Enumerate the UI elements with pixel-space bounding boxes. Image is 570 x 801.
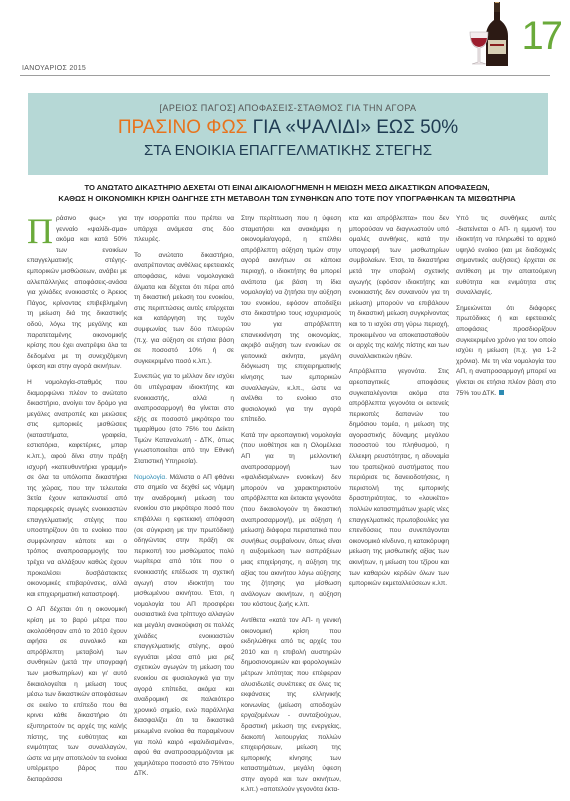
headline (28, 117, 548, 139)
kicker: [ΑΡΕΙΟΣ ΠΑΓΟΣ] ΑΠΟΦΑΣΕΙΣ-ΣΤΑΘΜΟΣ ΓΙΑ ΤΗΝ ΑΓΟΡΑ (159, 103, 417, 113)
subtitle-line-1: ΤΟ ΑΝΩΤΑΤΟ ΔΙΚΑΣΤΗΡΙΟ ΔΕΧΕΤΑΙ ΟΤΙ ΕΙΝΑΙ ΔΙΚΑΙΟΛΟΓΗΜΕΝΗ Η ΜΕΙΩΣΗ ΜΕΣΩ ΔΙΚΑΣΤΙΚΩΝ ΑΠΟΦΑΣΕΩΝ, (84, 183, 490, 192)
paragraph: την ισορροπία που πρέπει να υπάρχει ανάμεσα στις δύο πλευρές. (134, 215, 234, 244)
article-column-4 (349, 214, 449, 595)
article-column-2 (134, 214, 234, 785)
paragraph: Συνεπώς για το μέλλον δεν ισχύει ότι υπέγραψαν ιδιοκτήτης και ενοικιαστής, αλλά η αναπροσαρμογή θα γίνεται στο εξής σε ποσοστό μικρότερο του τιμαρίθμου (στο 75% του Δείκτη Τιμών Καταναλωτή - ΔΤΚ, όπως γνωστοποιείται από την Εθνική Στατιστική Υπηρεσία). (134, 373, 234, 466)
paragraph: Υπό τις συνθήκες αυτές -διατείνεται ο ΑΠ- η εμμονή του ιδιοκτήτη να πληρωθεί το αρχικό υψηλό ενοίκιο (και με διαδοχικές σημαντικές αυξήσεις) έρχεται σε αντίθεση με την απαιτούμενη ευθύτητα και ενιμότητα στις συναλλαγές. (456, 215, 556, 297)
page-number: 17 (521, 14, 560, 58)
article-column-3 (241, 214, 341, 801)
paragraph-text: Σημειώνεται ότι διάφορες πρωτόδικες ή και εφετειακές αποφάσεις προσδιορίζουν συγκεκριμένο χρόνο για τον οποίο ισχύει η μείωση (π.χ. για 1-2 χρόνια). Με τη νέα νομολογία του ΑΠ, η αναπροσαρμογή μπορεί να γίνεται σε ετήσια πλέον βάση στο 75% του ΔΤΚ. (456, 304, 556, 397)
wine-bottle-glass-icon (466, 2, 526, 68)
paragraph: Αντίθετα «κατά τον ΑΠ- η γενική οικονομική κρίση που εκδηλώθηκε από τις αρχές του 2010 και η επιβολή αυστηρών δημοσιονομικών και φορολογικών μέτρων λιτότητας που επέφεραν αλυσιδωτές συνέπειες σε όλες τις εκφάνσεις της ελληνικής κοινωνίας (μείωση αποδοχών εργαζομένων - συνταξιούχων, δραστική μείωση της ενεργείας, διακοπή λειτουργίας πολλών επιχειρήσεων, μείωση της εμπορικής κίνησης των καταστημάτων, μεγάλη ύφεση στην αγορά και των ακινήτων, κ.λπ.) «αποτελούν γεγονότα έκτα- (241, 616, 341, 794)
dropcap: Π (27, 211, 53, 251)
article-column-5 (456, 214, 556, 404)
headline-rest: ΓΙΑ «ΨΑΛΙΔΙ» ΕΩΣ 50% (247, 117, 459, 138)
paragraph: κτα και απρόβλεπτα» που δεν μπορούσαν να διαγνωστούν υπό ομαλές συνθήκες, κατά την υπογραφή των μισθωτηρίων συμβολαίων. Έτσι, τα δικαστήρια μετά την υποβολή σχετικής αγωγής (εφόσον ιδιοκτήτης και ενοικιαστής δεν συναινούν για τη μείωση) μπορούν να επιβάλουν τη δικαστική μείωση συγκρίνοντας και το τι ισχύει στη γύρω περιοχή, προκειμένου να αποκατασταθούν οι αρχές της καλής πίστης και των συναλλακτικών ηθών. (349, 215, 449, 360)
end-of-article-mark (499, 390, 504, 395)
subtitle (22, 182, 552, 204)
headline-line-2: ΣΤΑ ΕΝΟΙΚΙΑ ΕΠΑΓΓΕΛΜΑΤΙΚΗΣ ΣΤΕΓΗΣ (143, 142, 433, 159)
paragraph: Το ανώτατο δικαστήριο, ανατρέποντας ανθέλεις εφετειακές αποφάσεις, κάνει νομολογιακά άλματα και δέχεται ότι πέρα από τη δικαστική μείωση του ενοικίου, στις περιπτώσεις αυτές επέρχεται και κατάργηση της τυχόν συμφωνίας των δύο πλευρών (π.χ. για αύξηση σε ετήσια βάση σε ποσοστό 10% ή σε συγκεκριμένο ποσό κ.λπ.). (134, 251, 234, 365)
paragraph: Ο ΑΠ δέχεται ότι η οικονομική κρίση με το βαρύ μέτρα που ακολούθησαν από το 2010 έχουν αφήσει σε συνολικό και απρόβλεπτη μεταβολή των συνθηκών (μετά την υπογραφή των μισθωτηρίων) και γι' αυτό δικαιολογείται η μείωση τους μέσω των δικαστικών αποφάσεων σε εκείνο το επίπεδο που θα κρινει κάθε δικαστήριο ότι εξυπηρετούν τις αρχές της καλής πίστης, της ευθύτητας και ενιμότητας των συναλλαγών, ώστε να μην αποτελούν τα ενοίκια υπέρμετρο βάρος που διαταράσσει (27, 606, 127, 783)
headline-accent: ΠΡΑΣΙΝΟ ΦΩΣ (117, 117, 248, 138)
paragraph-text: ράσινο φως» για γενναίο «ψαλίδι-σμα» ακόμα και κατά 50% των ενοικίων επαγγελματικής στέγης-εμπορικών μισθώσεων, ανάβει με αλλεπάλληλες αποφάσεις-ανάσα για χιλιάδες ενοικιαστές ο Άρειος Πάγος, κρίνοντας επιβεβλημένη τη μείωση διά της δικαστικής οδού, λόγω της μεγάλης και παρατεταμένης οικονομικής κρίσης που έχει ανατρέψει όλα τα δεδομένα με τη συνεχιζόμενη ύφεση και στην αγορά ακινήτων. (27, 215, 127, 371)
section-label: Νομολογία. (134, 473, 168, 481)
paragraph: Κατά την αρεοπαγιτική νομολογία (που υιοθέτησε και η Ολομέλεια ΑΠ για τη μελλοντική αναπροσαρμογή των «ψαλιδισμένων» ενοικίων) δεν μπορούν να χαρακτηριστούν απρόβλεπτα και έκτακτα γεγονότα (που δικαιολογούν τη δικαστική αναπροσαρμογή), με αύξηση ή μείωση) διάφορα περιστατικά που συνήθως συμβαίνουν, όπως είναι η αυξομείωση των εισπράξεων μιας επιχείρησης, η αύξηση της αξίας του ακινήτου λόγω αύξησης της ζήτησης για μίσθωση ανάλογων ακινήτων, η αύξηση του κόστους ζωής κ.λπ. (241, 431, 341, 609)
paragraph (134, 473, 234, 780)
header-divider (20, 75, 550, 76)
paragraph (27, 211, 127, 373)
paragraph (456, 304, 556, 399)
paragraph: Η νομολογία-σταθμός που διαμορφώνει πλέον το ανώτατο δικαστήριο, ανοίγει τον δρόμο για μεγάλες ανατροπές και μειώσεις στις εμπορικές μισθώσεις (καταστήματα, γραφεία, εστιατόρια, καφετέριες, μπαρ κ.λπ.), αφού δίνει στην πράξη ισχυρή «κατευθυντήρια γραμμή» σε όλα τα υπόλοιπα δικαστήρια της χώρας, που την τελευταία 3ετία έχουν κατακλυστεί από παρεμφερείς αγωγές ενοικιαστών επαγγελματικής στέγης που υποστηρίζουν ότι το ενοίκιο που συμφώνησαν κάποτε και ο τρόπος αναπροσαρμογής του τρέχει να αλλάξουν καθώς έχουν προκαλέσει δυσβάστακτες οικονομικές επιβαρύνσεις, αλλά και επιχειρηματική καταστροφή. (27, 378, 127, 598)
issue-date: ΙΑΝΟΥΑΡΙΟΣ 2015 (22, 65, 87, 72)
paragraph: Στην περίπτωση που η ύφεση σταματήσει και ανακάμψει η οικονομία/αγορά, η επέλθει απρόβλεπτη αύξηση τιμών στην αγορά ακινήτων σε κάποια περιοχή, ο ιδιοκτήτης θα μπορεί ανάποτα (με βάση τη ίδια νομολογία) να ζητήσει την αύξηση του ενοικίου, εφόσον αποδείξει στο δικαστήριο τους ισχυρισμούς του για απρόβλεπτη επανεκκίνηση της οικονομίας, ακριβό αυξηση των ενοικίων σε γειτονικά ακίνητα, μεγάλη διόγκωση της επιχειρηματικής κίνησης των εμπορικών συναλλαγών, κ.λπ., ώστε να ανέλθει το ενοίκιο στο φυσιολογικό για την αγορά επίπεδο. (241, 215, 341, 424)
paragraph-text: Μάλιστα ο ΑΠ φθάνει στο σημείο να δεχθεί ως νόμιμη την αναδρομική μείωση του ενοικίου στο μικρότερο ποσό που επιβάλλει η εφετειακή απόφαση (σε σύγκριση με την πρωτόδικη) οδηγώντας στην πράξη σε περικοπή του μισθώματος πολύ νωρίτερα από τότε που ο ενοικιαστής επέδωσε τη σχετική αγωγή στον ιδιοκτήτη του μισθωμένου ακινήτου. Έτσι, η νομολογία του ΑΠ προσφέρει ουσιαστικά ένα τρίπτυχο αλλαγών και μεγάλη ανακούφιση σε πολλές χιλιάδες ενοικιαστών επαγγελματικής στέγης, αφού εγγυάται μέσα από μια ρεζ σχετικών αγωγών τη μείωση του ενοικίου σε φυσιολογικά για την αγορά επίπεδα, ακόμα και αναδρομική σε παλαιότερο χρονικό σημείο, ενώ παράλληλα διασφαλίζει ότι τα δικαστικά μειωμένα ενοίκια θα παραμένουν για πολύ καιρό «ψαλιδισμένα», αφού θα αναπροσαρμόζονται με χαμηλότερο ποσοστό στο 75%του ΔΤΚ. (134, 473, 234, 778)
subtitle-line-2: ΚΑΘΩΣ Η ΟΙΚΟΝΟΜΙΚΗ ΚΡΙΣΗ ΟΔΗΓΗΣΕ ΣΤΗ ΜΕΤΑΒΟΛΗ ΤΩΝ ΣΥΝΘΗΚΩΝ ΑΠΟ ΤΟΤΕ ΠΟΥ ΥΠΟΓΡΑΦΗΚΑΝ ΤΑ ΜΙΣΘΩΤΗΡΙΑ (58, 194, 516, 203)
paragraph: Απρόβλεπτα γεγονότα. Στις αρεοπαγιτικές αποφάσεις συγκαταλέγονται ακόμα στα απρόβλεπτα γεγονότα οι εκτενείς περικοπές δαπανών του δημόσιου τομέα, η μείωση της αγοραστικής δύναμης μεγάλου ποσοστού του πληθυσμού, η έλλειψη ρευστότητας, η αδυναμία του τραπεζικού συστήματος που περιόρισε τις δανειοδοτήσεις, η περιστολή της εμπορικής δραστηριότητας, το «λουκέτο» πολλών καταστημάτων χωρίς νέες επαγγελματικές πρωτοβουλίες για επενδύσεις που συνεπάγονται οικονομικό κίνδυνο, η κατακόρυφη μείωση της μισθωτικής αξίας των ακινήτων, η μείωση του τζίρου και των καθαρών κερδών όλων των εμπορικών εκμεταλλεύσεων κ.λπ. (349, 368, 449, 588)
article-column-1 (27, 211, 127, 790)
headline-banner (28, 93, 548, 175)
